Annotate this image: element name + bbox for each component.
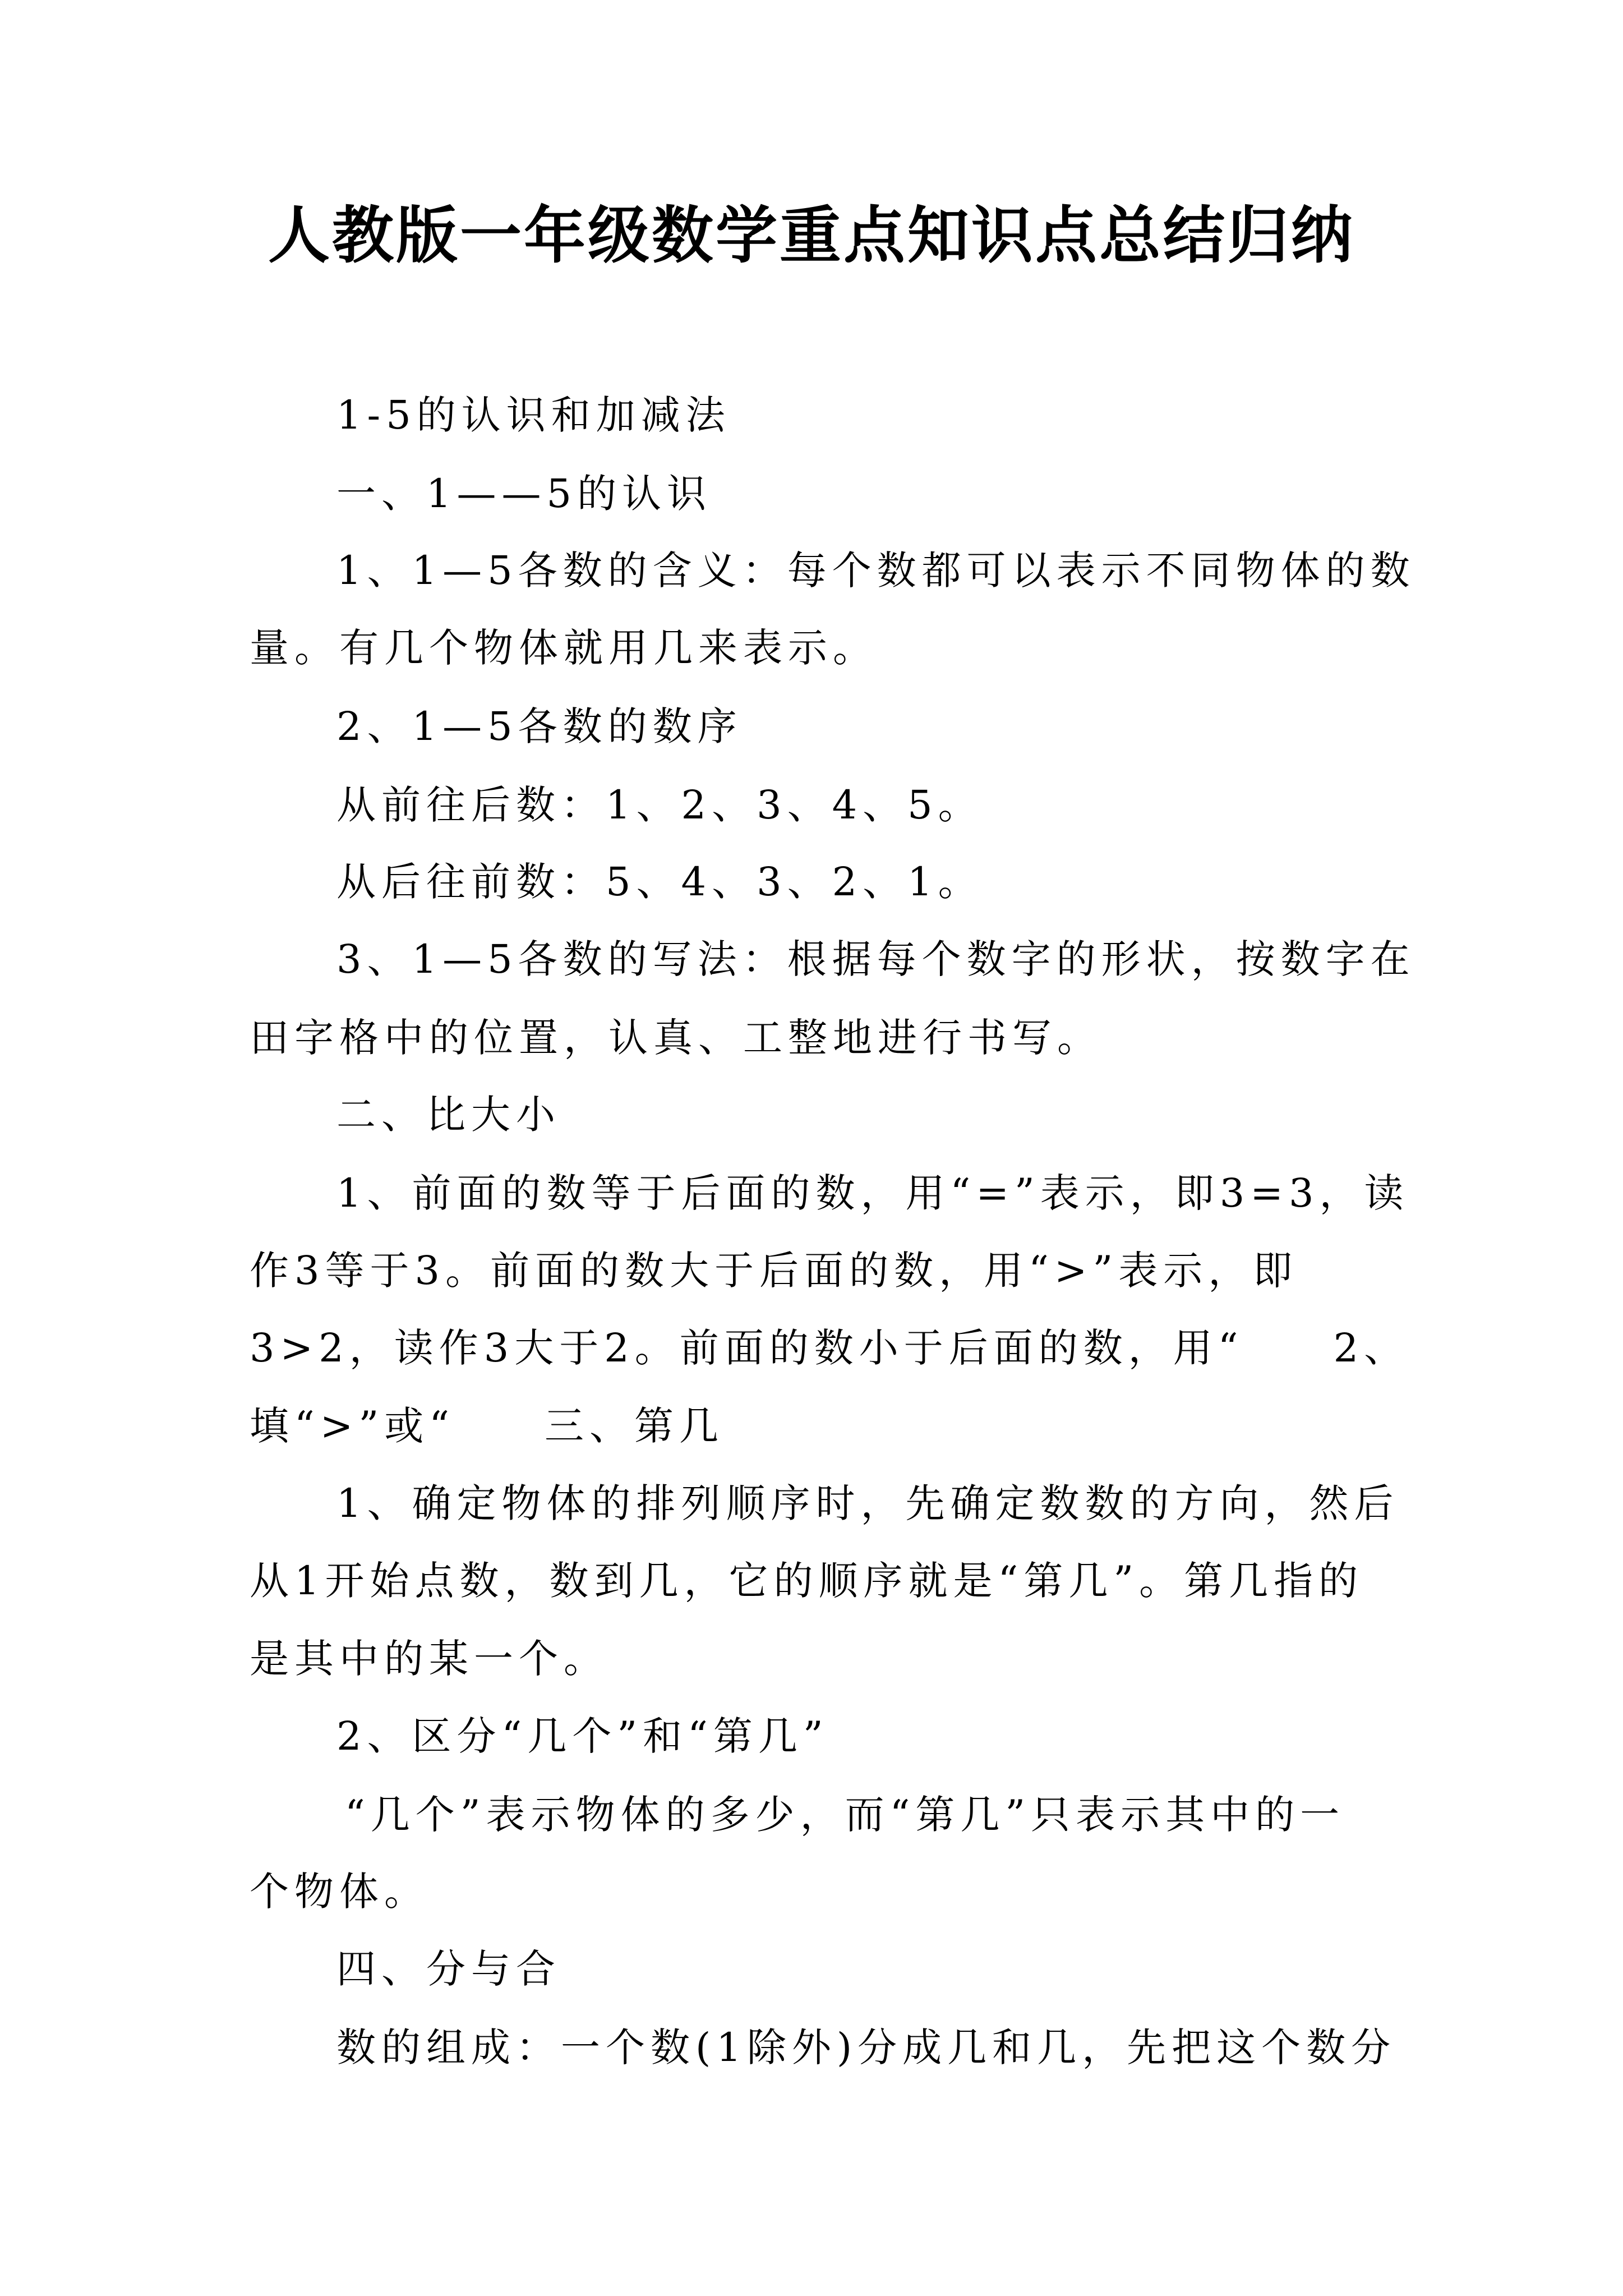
paragraph-line: 1-5的认识和加减法 <box>336 392 731 438</box>
paragraph-line: 1、1—5各数的含义：每个数都可以表示不同物体的数 <box>336 547 1415 593</box>
paragraph-line: 填“>”或“ 三、第几 <box>250 1403 725 1449</box>
section-heading: 二、比大小 <box>336 1092 561 1138</box>
section-heading: 四、分与合 <box>336 1946 561 1992</box>
paragraph-line: 从1开始点数，数到几，它的顺序就是“第几”。第几指的 <box>250 1558 1364 1604</box>
paragraph-line: 作3等于3。前面的数大于后面的数，用“>”表示，即 <box>250 1248 1298 1294</box>
paragraph-line: 2、1—5各数的数序 <box>336 703 743 749</box>
paragraph-line: 田字格中的位置，认真、工整地进行书写。 <box>250 1015 1102 1061</box>
paragraph-line: 3>2，读作3大于2。前面的数小于后面的数，用“ 2、 <box>250 1325 1409 1371</box>
paragraph-line: 从前往后数：1、2、3、4、5。 <box>336 782 983 828</box>
page-title: 人教版一年级数学重点知识点总结归纳 <box>268 200 1355 272</box>
paragraph-line: 是其中的某一个。 <box>250 1636 608 1682</box>
paragraph-line: “几个”表示物体的多少，而“第几”只表示其中的一 <box>345 1792 1345 1838</box>
paragraph-line: 量。有几个物体就用几来表示。 <box>250 625 878 671</box>
paragraph-line: 从后往前数：5、4、3、2、1。 <box>336 859 983 905</box>
paragraph-line: 数的组成：一个数(1除外)分成几和几，先把这个数分 <box>336 2024 1396 2070</box>
paragraph-line: 个物体。 <box>250 1869 429 1915</box>
paragraph-line: 1、前面的数等于后面的数，用“=”表示，即3=3，读 <box>336 1170 1409 1216</box>
paragraph-line: 3、1—5各数的写法：根据每个数字的形状，按数字在 <box>336 936 1415 982</box>
paragraph-line: 2、区分“几个”和“第几” <box>336 1713 829 1759</box>
section-heading: 一、1——5的认识 <box>336 471 712 517</box>
paragraph-line: 1、确定物体的排列顺序时，先确定数数的方向，然后 <box>336 1480 1399 1526</box>
